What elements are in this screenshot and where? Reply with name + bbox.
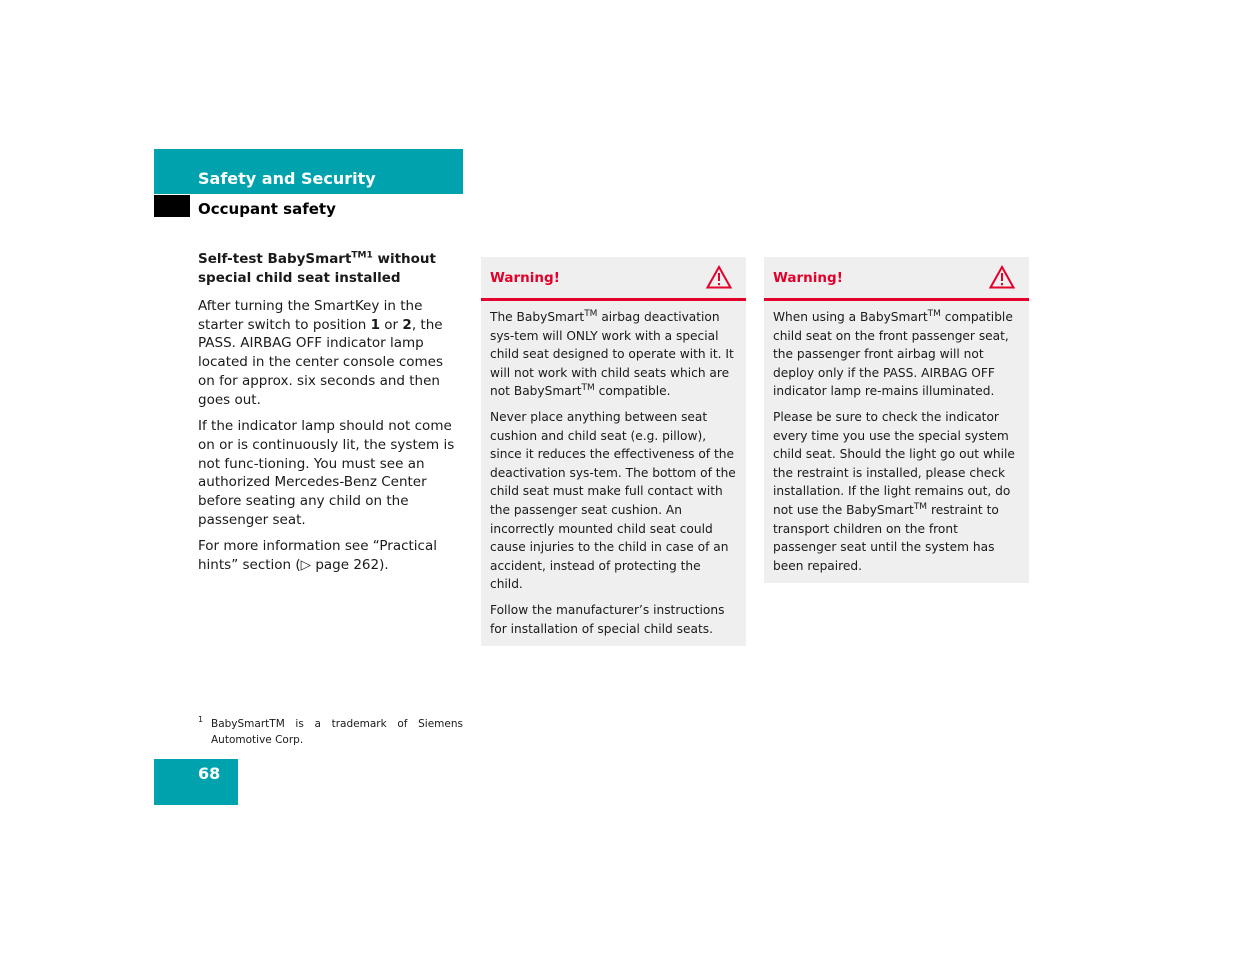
footnote-reference: 1 bbox=[366, 250, 373, 261]
paragraph: If the indicator lamp should not come on or is continuously lit, the system is not func-tioning. You must see an authorized Mercedes-Benz Center before seating any child on the passenger seat. bbox=[198, 418, 455, 528]
page-number-box bbox=[154, 759, 238, 805]
warning-paragraph: Follow the manufacturer’s instructions for installation of special child seats. bbox=[490, 602, 725, 636]
warning-triangle-icon bbox=[989, 265, 1015, 289]
warning-label: Warning! bbox=[773, 270, 843, 286]
topic-heading: Self-test BabySmart$^{TM1}$ without special child seat installed bbox=[198, 250, 436, 286]
main-column bbox=[198, 250, 463, 583]
page-number: 68 bbox=[198, 764, 221, 783]
warning-paragraph: When using a BabySmart™ compatible child seat on the front passenger seat, the passenger front airbag will not deploy only if the PASS. AIRBAG OFF indicator lamp re-mains illuminated. bbox=[773, 308, 1013, 399]
warning-paragraph: The BabySmart™ airbag deactivation sys-tem will ONLY work with a special child seat designed to operate with it. It will not work with child seats which are not BabySmart™ compatible. bbox=[490, 308, 734, 399]
warning-paragraph: Never place anything between seat cushion and child seat (e.g. pillow), since it reduces the effectiveness of the deactivation sys-tem. The bottom of the child seat must make full contact with the passenger seat cushion. An incorrectly mounted child seat could cause injuries to the child in case of an accident, instead of protecting the child. bbox=[490, 409, 736, 592]
warning-label: Warning! bbox=[490, 270, 560, 286]
section-title: Safety and Security bbox=[198, 169, 376, 188]
warning-body bbox=[764, 301, 1029, 583]
footnote-text: BabySmartTM is a trademark of Siemens Automotive Corp. bbox=[211, 718, 463, 746]
warning-header bbox=[764, 257, 1029, 301]
footnote-mark: 1 bbox=[198, 715, 204, 724]
subsection-marker bbox=[154, 195, 190, 217]
warning-box bbox=[764, 257, 1029, 583]
paragraph: After turning the SmartKey in the starter switch to position 1 or 2, the PASS. AIRBAG OFF indicator lamp located in the center console comes on for approx. six seconds and then goes out. bbox=[198, 298, 443, 408]
warning-triangle-icon bbox=[706, 265, 732, 289]
page-reference-paragraph: For more information see “Practical hints” section (▷ page 262). bbox=[198, 538, 438, 574]
warning-body bbox=[481, 301, 746, 646]
footnote bbox=[198, 716, 463, 748]
warning-paragraph: Please be sure to check the indicator every time you use the special system child seat. Should the light go out while the restraint is installed, please check installation. If the light remains out, do not use the BabySmart™ restraint to transport children on the front passenger seat until the system has been repaired. bbox=[773, 409, 1015, 573]
warning-header bbox=[481, 257, 746, 301]
warning-box bbox=[481, 257, 746, 646]
subsection-title: Occupant safety bbox=[198, 200, 336, 218]
